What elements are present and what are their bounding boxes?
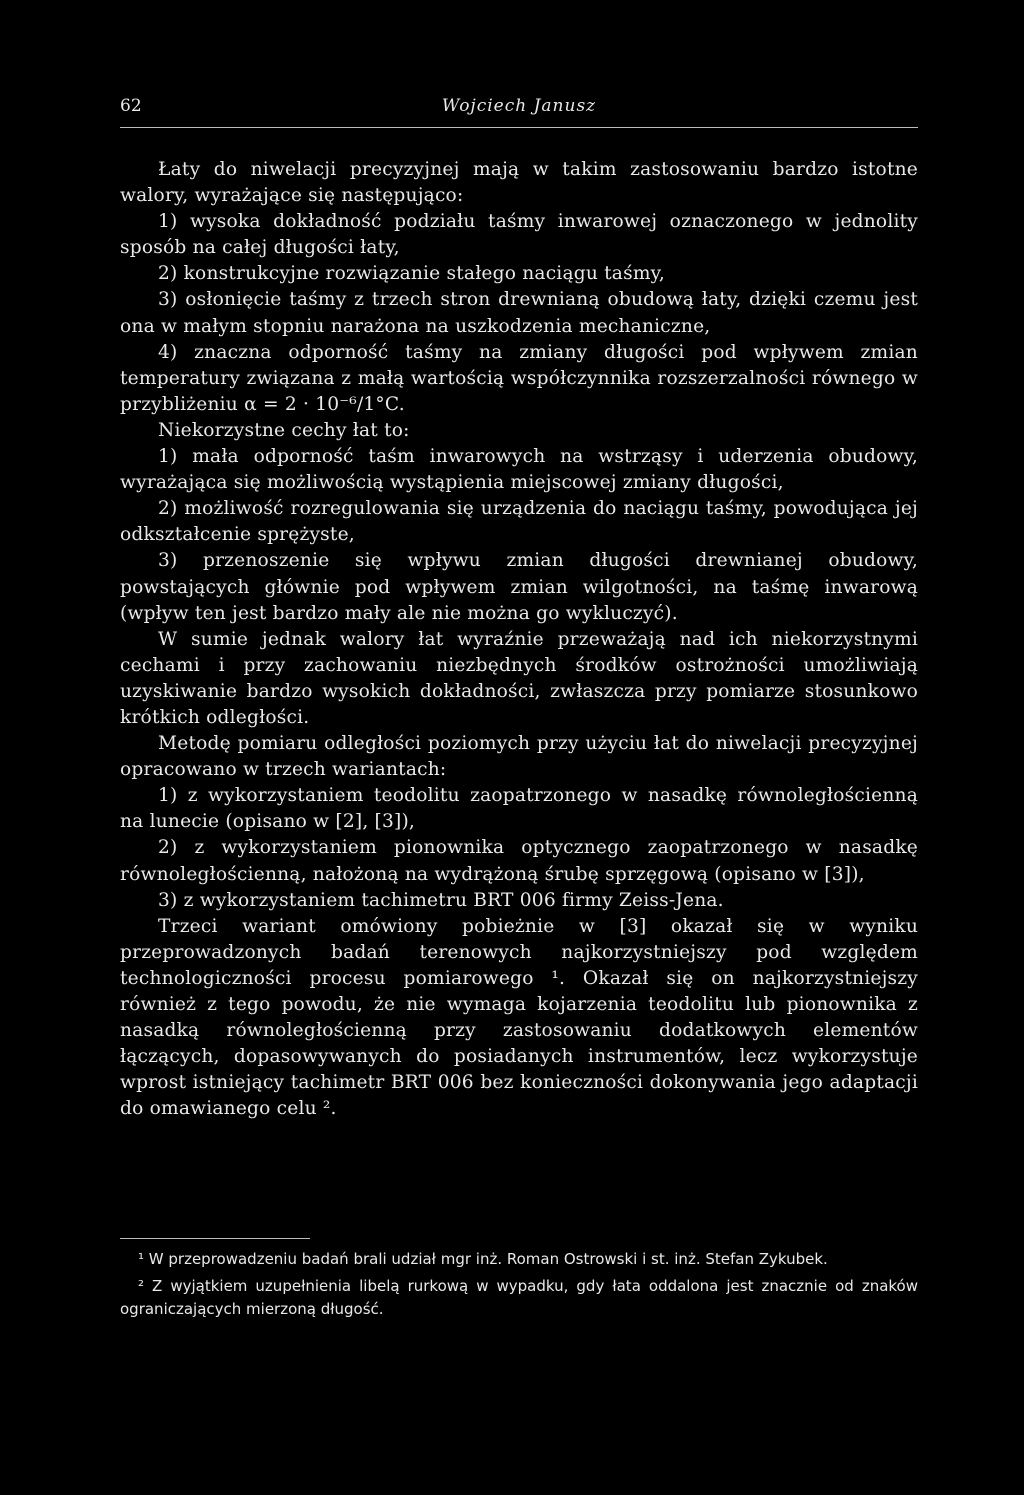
footnotes	[120, 1248, 918, 1325]
paragraph: 2) konstrukcyjne rozwiązanie stałego naciągu taśmy,	[158, 263, 666, 285]
paragraph: 2) możliwość rozregulowania się urządzenia do naciągu taśmy, powodująca jej odkształcenie sprężyste,	[120, 498, 918, 546]
page-header	[120, 96, 918, 124]
footnote: ² Z wyjątkiem uzupełnienia libelą rurkową w wypadku, gdy łata oddalona jest znacznie od znaków ograniczających mierzoną długość.	[120, 1277, 918, 1318]
paragraph: 2) z wykorzystaniem pionownika optycznego zaopatrzonego w nasadkę równoległościenną, nałożoną na wydrążoną śrubę sprzęgową (opisano w [3]),	[120, 837, 918, 885]
paragraph: Niekorzystne cechy łat to:	[158, 419, 410, 441]
header-rule	[120, 127, 918, 128]
paragraph: 1) wysoka dokładność podziału taśmy inwarowej oznaczonego w jednolity sposób na całej długości łaty,	[120, 211, 918, 259]
footnote-rule	[120, 1238, 310, 1239]
paragraph: Łaty do niwelacji precyzyjnej mają w takim zastosowaniu bardzo istotne walory, wyrażające się następująco:	[120, 159, 918, 207]
paragraph: W sumie jednak walory łat wyraźnie przeważają nad ich niekorzystnymi cechami i przy zachowaniu niezbędnych środków ostrożności umożliwiają uzyskiwanie bardzo wysokich dokładności, zwłaszcza przy pomiarze stosunkowo krótkich odległości.	[120, 628, 918, 728]
paragraph: 4) znaczna odporność taśmy na zmiany długości pod wpływem zmian temperatury związana z małą wartością współczynnika rozszerzalności równego w przybliżeniu α = 2 · 10⁻⁶/1°C.	[120, 341, 918, 415]
paragraph: Metodę pomiaru odległości poziomych przy użyciu łat do niwelacji precyzyjnej opracowano w trzech wariantach:	[120, 733, 918, 781]
paragraph: Trzeci wariant omówiony pobieżnie w [3] okazał się w wyniku przeprowadzonych badań terenowych najkorzystniejszy pod względem technologiczności procesu pomiarowego ¹. Okazał się on najkorzystniejszy również z tego powodu, że nie wymaga kojarzenia teodolitu lub pionownika z nasadką równoległościenną przy zastosowaniu dodatkowych elementów łączących, dopasowywanych do posiadanych instrumentów, lecz wykorzystuje wprost istniejący tachimetr BRT 006 bez konieczności dokonywania jego adaptacji do omawianego celu ².	[120, 915, 918, 1120]
paragraph: 1) z wykorzystaniem teodolitu zaopatrzonego w nasadkę równoległościenną na lunecie (opisano w [2], [3]),	[120, 785, 918, 833]
footnote: ¹ W przeprowadzeniu badań brali udział mgr inż. Roman Ostrowski i st. inż. Stefan Zykubek.	[138, 1250, 828, 1268]
page-number: 62	[120, 96, 142, 116]
paragraph: 3) osłonięcie taśmy z trzech stron drewnianą obudową łaty, dzięki czemu jest ona w małym stopniu narażona na uszkodzenia mechaniczne,	[120, 289, 918, 337]
paragraph: 1) mała odporność taśm inwarowych na wstrząsy i uderzenia obudowy, wyrażająca się możliwością wystąpienia miejscowej zmiany długości,	[120, 446, 918, 494]
paragraph: 3) przenoszenie się wpływu zmian długości drewnianej obudowy, powstających głównie pod wpływem zmian wilgotności, na taśmę inwarową (wpływ ten jest bardzo mały ale nie można go wykluczyć).	[120, 550, 918, 624]
paragraph: 3) z wykorzystaniem tachimetru BRT 006 firmy Zeiss-Jena.	[158, 889, 724, 911]
running-head: Wojciech Janusz	[441, 96, 597, 116]
body-text	[120, 157, 918, 1122]
